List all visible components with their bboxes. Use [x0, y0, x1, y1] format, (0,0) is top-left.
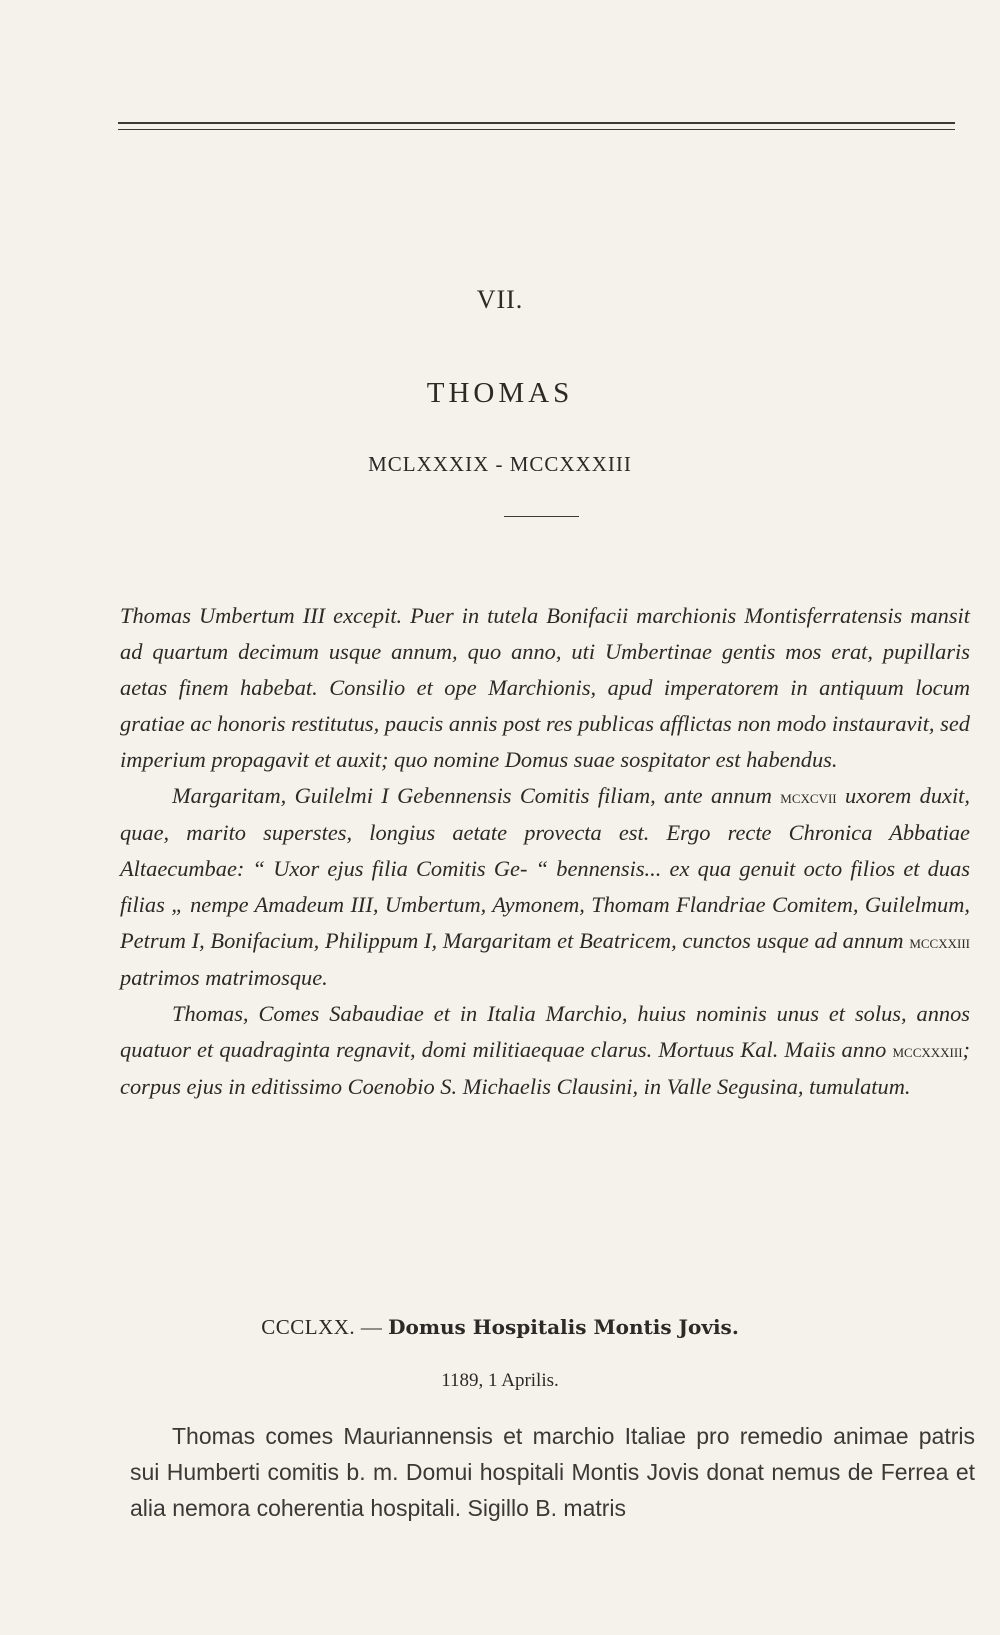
chapter-number: VII.: [476, 285, 524, 314]
year-numeral: mccxxiii: [909, 932, 970, 952]
chapter-dates: MCLXXXIX - MCCXXXIII: [368, 452, 632, 476]
section-divider: [504, 516, 579, 517]
paragraph-text: Margaritam, Guilelmi I Gebennensis Comitis filiam, ante annum: [172, 783, 781, 808]
chapter-name: THOMAS: [426, 377, 574, 409]
biography-text: [120, 598, 970, 1105]
year-numeral: mcxcvii: [780, 787, 837, 807]
paragraph-text: patrimos matrimosque.: [120, 965, 328, 990]
document-abstract: Thomas comes Mauriannensis et marchio Italiae pro remedio animae patris sui Humberti comitis b. m. Domui hospitali Montis Jovis donat nemus de Ferrea et alia nemora coherentia hospitali. Sigillo B. matris: [130, 1423, 975, 1521]
document-heading: [0, 1315, 1000, 1340]
biography-paragraph-2: [120, 778, 970, 996]
paragraph-text: uxorem duxit, quae, marito superstes, longius aetate provecta est. Ergo recte Chronica Abbatiae Altaecumbae: “ Uxor ejus filia Comitis Ge- “ bennensis... ex qua genuit octo filios et duas filias „ nempe Amadeum III, Umbertum, Aymonem, Thomam Flandriae Comitem, Guilelmum, Petrum I, Bonifacium, Philippum I, Margaritam et Beatricem, cunctos usque ad annum: [120, 783, 970, 953]
header-rule: [118, 122, 955, 124]
header-rule-thin: [118, 129, 955, 130]
document-date: 1189, 1 Aprilis.: [441, 1370, 559, 1391]
document-number: CCCLXX. —: [261, 1315, 389, 1339]
biography-paragraph-1: Thomas Umbertum III excepit. Puer in tutela Bonifacii marchionis Montisferratensis mansit ad quartum decimum usque annum, quo anno, uti Umbertinae gentis mos erat, pupillaris aetas finem habebat. Consilio et ope Marchionis, apud imperatorem in antiquum locum gratiae ac honoris restitutus, paucis annis post res publicas afflictas non modo instauravit, sed imperium propagavit et auxit; quo nomine Domus suae sospitator est habendus.: [120, 603, 970, 772]
paragraph-text: Thomas, Comes Sabaudiae et in Italia Marchio, huius nominis unus et solus, annos quatuor et quadraginta regnavit, domi militiaequae clarus. Mortuus Kal. Maiis anno: [120, 1001, 970, 1062]
paragraph-text: ; corpus ejus in editissimo Coenobio S. Michaelis Clausini, in Valle Segusina, tumulatum.: [120, 1037, 970, 1099]
biography-paragraph-3: [120, 996, 970, 1105]
document-title: Domus Hospitalis Montis Jovis.: [388, 1315, 739, 1339]
year-numeral: mccxxxiii: [892, 1041, 963, 1061]
